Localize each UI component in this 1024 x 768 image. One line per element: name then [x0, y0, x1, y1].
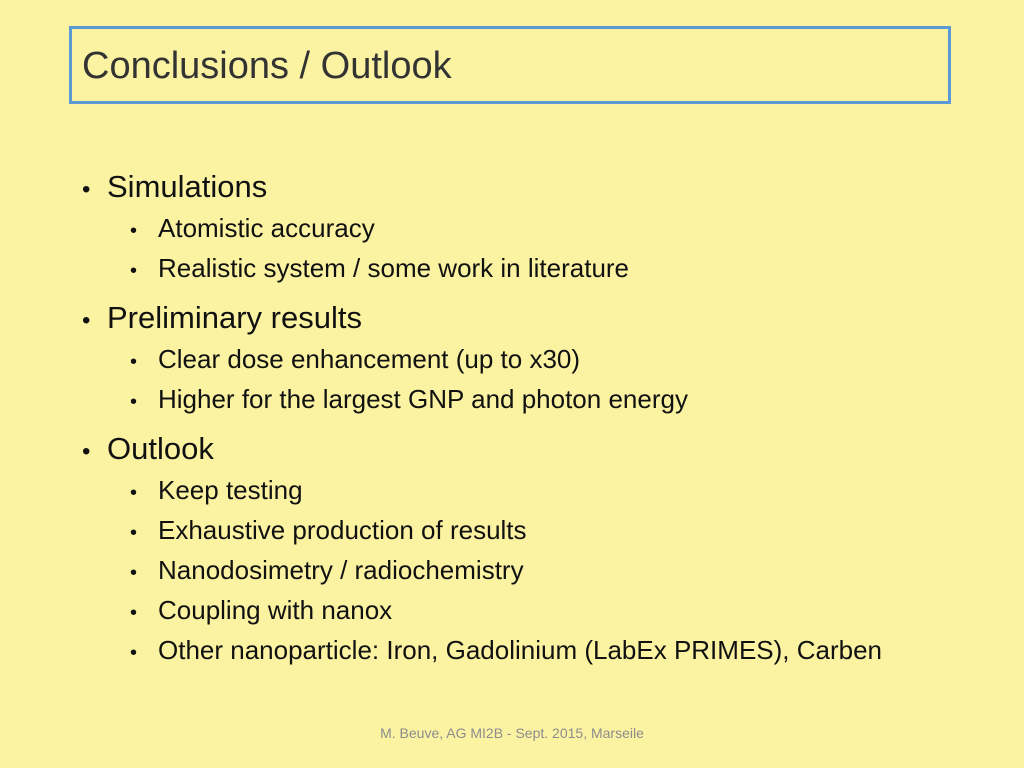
- bullet-icon: •: [82, 176, 91, 203]
- sub-bullet-item: [130, 592, 982, 632]
- bullet-icon: •: [130, 562, 138, 584]
- sub-bullet-label: Coupling with nanox: [158, 595, 393, 625]
- bullet-item-outlook: [82, 428, 982, 472]
- title-box: [69, 26, 951, 104]
- sub-bullet-label: Exhaustive production of results: [158, 515, 527, 545]
- sub-bullet-item: [130, 472, 982, 512]
- sub-bullet-label: Realistic system / some work in literature: [158, 253, 630, 283]
- sub-bullet-label: Clear dose enhancement (up to x30): [158, 344, 581, 374]
- bullet-label: Preliminary results: [107, 300, 362, 335]
- slide-title: Conclusions / Outlook: [82, 45, 452, 87]
- sub-bullet-label: Higher for the largest GNP and photon energy: [158, 384, 688, 414]
- bullet-icon: •: [130, 642, 138, 664]
- sub-bullet-item: [130, 210, 982, 250]
- sub-bullet-label: Nanodosimetry / radiochemistry: [158, 555, 524, 585]
- sub-bullet-label: Other nanoparticle: Iron, Gadolinium (LabEx PRIMES), Carben: [158, 635, 883, 665]
- bullet-icon: •: [130, 260, 138, 282]
- bullet-icon: •: [130, 482, 138, 504]
- sub-bullet-item: [130, 250, 982, 290]
- sub-bullet-label: Keep testing: [158, 475, 303, 505]
- bullet-item-preliminary-results: [82, 297, 982, 341]
- bullet-icon: •: [130, 351, 138, 373]
- bullet-icon: •: [130, 391, 138, 413]
- sub-bullet-item: [130, 381, 982, 421]
- sub-bullet-item: [130, 552, 982, 592]
- bullet-icon: •: [82, 438, 91, 465]
- bullet-icon: •: [130, 522, 138, 544]
- sub-bullet-item: [130, 512, 982, 552]
- sub-bullet-item: [130, 341, 982, 381]
- bullet-icon: •: [130, 220, 138, 242]
- slide-footer: M. Beuve, AG MI2B - Sept. 2015, Marseile: [380, 725, 644, 741]
- bullet-item-simulations: [82, 166, 982, 210]
- bullet-label: Simulations: [107, 169, 268, 204]
- bullet-list: [82, 166, 982, 672]
- bullet-label: Outlook: [107, 431, 214, 466]
- bullet-icon: •: [130, 602, 138, 624]
- sub-bullet-label: Atomistic accuracy: [158, 213, 375, 243]
- bullet-icon: •: [82, 307, 91, 334]
- sub-bullet-item: [130, 632, 982, 672]
